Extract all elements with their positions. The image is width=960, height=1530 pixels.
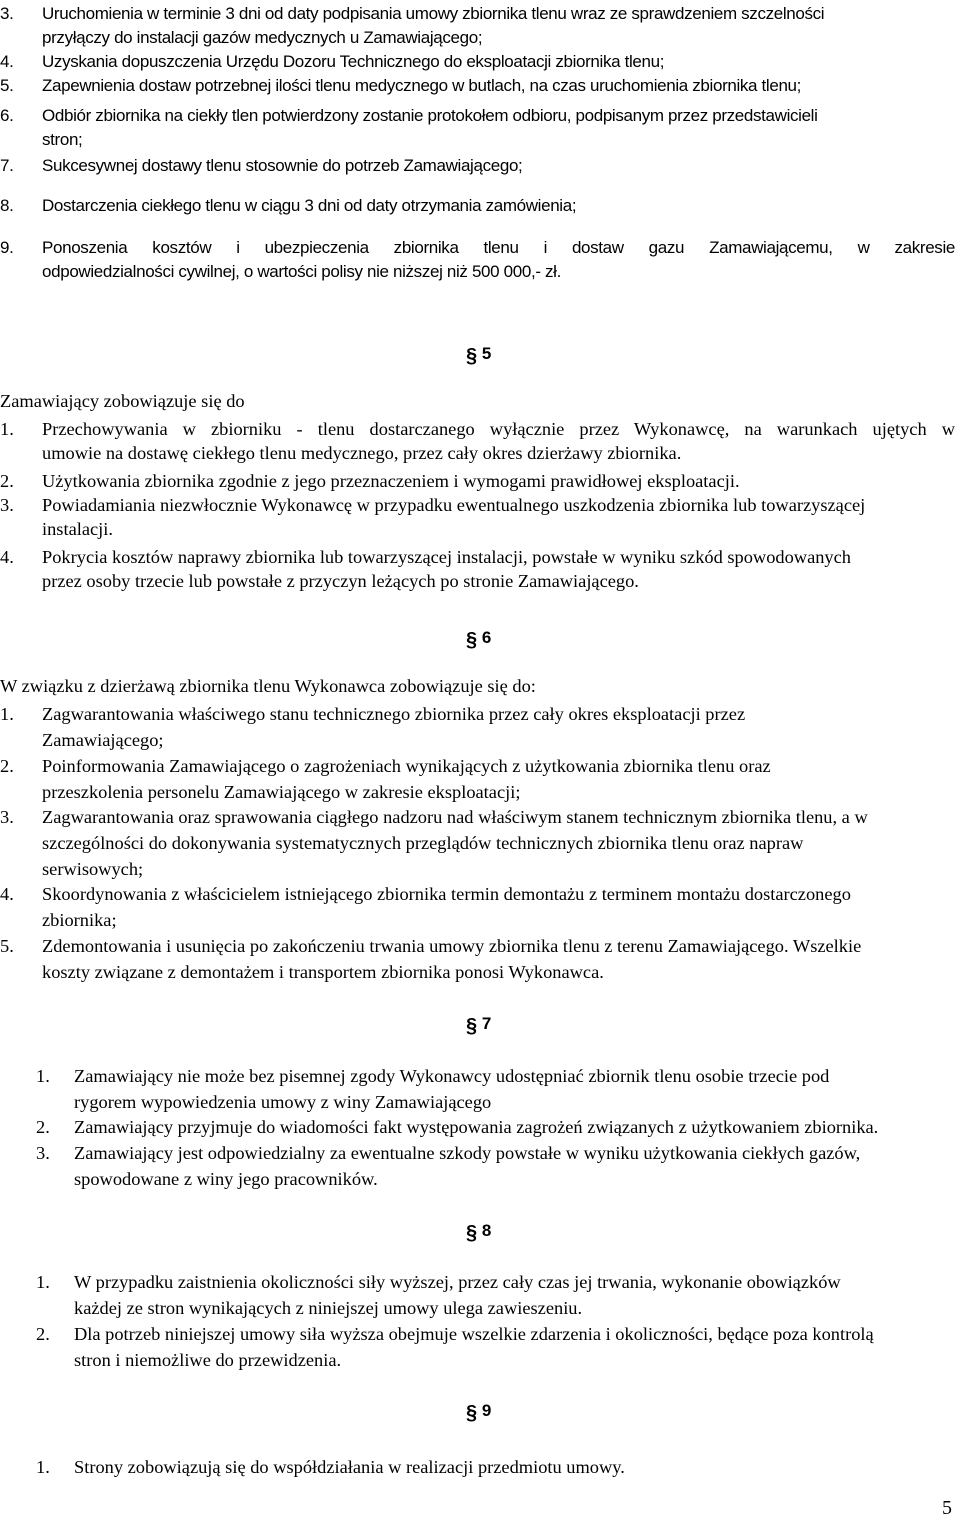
paragraph-symbol: § [466, 1402, 478, 1424]
text-line: Zamawiający nie może bez pisemnej zgody Wykonawcy udostępniać zbiornik tlenu osobie trzecie pod [74, 1066, 830, 1086]
section-9-heading [466, 1399, 491, 1422]
list-item-number: 6. [0, 106, 14, 125]
text-line: Zagwarantowania właściwego stanu technicznego zbiornika przez cały okres eksploatacji przez [42, 704, 746, 724]
page-number: 5 [942, 1497, 952, 1519]
list-item [0, 753, 955, 805]
list-item [0, 1063, 955, 1115]
list-item [0, 804, 955, 882]
text-line: każdej ze stron wynikających z niniejszej umowy ulega zawieszeniu. [74, 1298, 583, 1318]
list-item-text [42, 804, 955, 882]
list-item-number: 1. [36, 1457, 50, 1477]
list-item-text [74, 1321, 956, 1373]
list-item [0, 50, 955, 74]
list-item-text [74, 1140, 956, 1192]
text-line: W przypadku zaistnienia okoliczności siły wyższej, przez cały czas jej trwania, wykonanie obowiązków [74, 1272, 841, 1292]
text-line: Zapewnienia dostaw potrzebnej ilości tlenu medycznego w butlach, na czas uruchomienia zbiornika tlenu; [42, 76, 802, 95]
text-line: Zamawiający jest odpowiedzialny za ewentualne szkody powstałe w wyniku użytkowania ciekłych gazów, [74, 1143, 861, 1163]
section-number: 9 [481, 1401, 492, 1420]
list-item-text [42, 50, 955, 74]
text-line: szczególności do dokonywania systematycznych przeglądów technicznych zbiornika tlenu oraz napraw [42, 833, 804, 853]
text-line: instalacji. [42, 519, 113, 539]
list-item-number: 7. [0, 156, 14, 175]
section-6-heading [466, 626, 491, 649]
list-item-number: 2. [0, 756, 14, 776]
text-line: Dla potrzeb niniejszej umowy siła wyższa obejmuje wszelkie zdarzenia i okoliczności, będące poza kontrolą [74, 1324, 874, 1344]
text-line: Ponoszenia kosztów i ubezpieczenia zbiornika tlenu i dostaw gazu Zamawiającemu, w zakresie [42, 238, 955, 257]
list-item [0, 701, 955, 753]
list-item-text [42, 104, 955, 152]
text-line: zbiornika; [42, 910, 117, 930]
list-item-number: 5. [0, 76, 14, 95]
list-item [0, 545, 955, 593]
text-line: Sukcesywnej dostawy tlenu stosownie do potrzeb Zamawiającego; [42, 156, 523, 175]
text-line: serwisowych; [42, 859, 144, 879]
paragraph-symbol: § [466, 1015, 478, 1037]
list-item-number: 3. [36, 1143, 50, 1163]
text-line: Uzyskania dopuszczenia Urzędu Dozoru Technicznego do eksploatacji zbiornika tlenu; [42, 52, 665, 71]
text-line: stron i niemożliwe do przewidzenia. [74, 1350, 342, 1370]
list-item-text [74, 1114, 956, 1140]
section-5-intro: Zamawiający zobowiązuje się do [0, 391, 245, 411]
list-item [0, 236, 955, 284]
text-line: spowodowane z winy jego pracowników. [74, 1169, 378, 1189]
text-line: przyłączy do instalacji gazów medycznych u Zamawiającego; [42, 28, 483, 47]
list-item-text [42, 545, 955, 593]
list-item-number: 1. [36, 1272, 50, 1292]
list-item [0, 154, 955, 178]
list-item-text [42, 933, 955, 985]
list-item-number: 5. [0, 936, 14, 956]
list-item-text [74, 1063, 956, 1115]
list-item-number: 3. [0, 4, 14, 23]
list-item [0, 74, 955, 98]
section-5-heading [466, 342, 491, 365]
text-line: Zamawiający przyjmuje do wiadomości fakt występowania zagrożeń związanych z użytkowaniem zbiornika. [74, 1117, 879, 1137]
list-item-text [42, 194, 955, 218]
list-item-number: 4. [0, 52, 14, 71]
list-item-number: 9. [0, 238, 14, 257]
list-item [0, 2, 955, 50]
paragraph-symbol: § [466, 345, 478, 367]
section-number: 7 [481, 1014, 492, 1033]
list-item-text [42, 753, 955, 805]
list-item-number: 1. [36, 1066, 50, 1086]
list-item-number: 2. [0, 471, 14, 491]
section-7-heading [466, 1012, 491, 1035]
list-item [0, 881, 955, 933]
text-line: rygorem wypowiedzenia umowy z winy Zamawiającego [74, 1092, 492, 1112]
list-item [0, 1269, 955, 1321]
list-item [0, 469, 955, 493]
list-item-text [74, 1269, 956, 1321]
text-line: Zdemontowania i usunięcia po zakończeniu trwania umowy zbiornika tlenu z terenu Zamawiającego. Wszelkie [42, 936, 862, 956]
list-item [0, 1114, 955, 1140]
list-item-text [42, 417, 955, 465]
text-line: Odbiór zbiornika na ciekły tlen potwierdzony zostanie protokołem odbioru, podpisanym przez przedstawicieli [42, 106, 818, 125]
text-line: koszty związane z demontażem i transportem zbiornika ponosi Wykonawca. [42, 962, 604, 982]
text-line: Pokrycia kosztów naprawy zbiornika lub towarzyszącej instalacji, powstałe w wyniku szkód spowodowanych [42, 547, 851, 567]
text-line: Przechowywania w zbiorniku - tlenu dostarczanego wyłącznie przez Wykonawcę, na warunkach ujętych w [42, 419, 955, 439]
text-line: przez osoby trzecie lub powstałe z przyczyn leżących po stronie Zamawiającego. [42, 571, 639, 591]
text-line: Zamawiającego; [42, 730, 164, 750]
list-item [0, 194, 955, 218]
text-line: przeszkolenia personelu Zamawiającego w zakresie eksploatacji; [42, 782, 521, 802]
text-line: umowie na dostawę ciekłego tlenu medycznego, przez cały okres dzierżawy zbiornika. [42, 443, 682, 463]
list-item-text [42, 236, 955, 284]
paragraph-symbol: § [466, 1222, 478, 1244]
list-item-number: 1. [0, 704, 14, 724]
list-item-number: 2. [36, 1324, 50, 1344]
section-number: 5 [481, 344, 492, 363]
list-item [0, 417, 955, 465]
list-item-number: 3. [0, 495, 14, 515]
list-item-text [42, 881, 955, 933]
list-item-text [42, 154, 955, 178]
text-line: Poinformowania Zamawiającego o zagrożeniach wynikających z użytkowania zbiornika tlenu oraz [42, 756, 771, 776]
list-item [0, 1140, 955, 1192]
list-item [0, 1454, 955, 1480]
text-line: stron; [42, 130, 83, 149]
list-item-number: 8. [0, 196, 14, 215]
text-line: Użytkowania zbiornika zgodnie z jego przeznaczeniem i wymogami prawidłowej eksploatacji. [42, 471, 740, 491]
list-item [0, 933, 955, 985]
list-item-number: 2. [36, 1117, 50, 1137]
list-item-text [42, 701, 955, 753]
text-line: Uruchomienia w terminie 3 dni od daty podpisania umowy zbiornika tlenu wraz ze sprawdzeniem szczelności [42, 4, 825, 23]
list-item [0, 1321, 955, 1373]
list-item-text [42, 469, 955, 493]
text-line: odpowiedzialności cywilnej, o wartości polisy nie niższej niż 500 000,- zł. [42, 262, 561, 281]
text-line: Skoordynowania z właścicielem istniejącego zbiornika termin demontażu z terminem montażu dostarczonego [42, 884, 851, 904]
list-item-text [74, 1454, 956, 1480]
paragraph-symbol: § [466, 629, 478, 651]
list-item-text [42, 493, 955, 541]
list-item-number: 3. [0, 807, 14, 827]
list-item-number: 4. [0, 547, 14, 567]
text-line: Powiadamiania niezwłocznie Wykonawcę w przypadku ewentualnego uszkodzenia zbiornika lub towarzyszącej [42, 495, 866, 515]
section-number: 8 [481, 1221, 492, 1240]
text-line: Strony zobowiązują się do współdziałania w realizacji przedmiotu umowy. [74, 1457, 625, 1477]
list-item-number: 1. [0, 419, 14, 439]
list-item-text [42, 2, 955, 50]
list-item [0, 104, 955, 152]
list-item-number: 4. [0, 884, 14, 904]
text-line: Zagwarantowania oraz sprawowania ciągłego nadzoru nad właściwym stanem technicznym zbiornika tlenu, a w [42, 807, 868, 827]
section-6-intro: W związku z dzierżawą zbiornika tlenu Wykonawca zobowiązuje się do: [0, 676, 536, 696]
text-line: Dostarczenia ciekłego tlenu w ciągu 3 dni od daty otrzymania zamówienia; [42, 196, 577, 215]
section-number: 6 [481, 628, 492, 647]
list-item [0, 493, 955, 541]
section-8-heading [466, 1219, 491, 1242]
list-item-text [42, 74, 955, 98]
